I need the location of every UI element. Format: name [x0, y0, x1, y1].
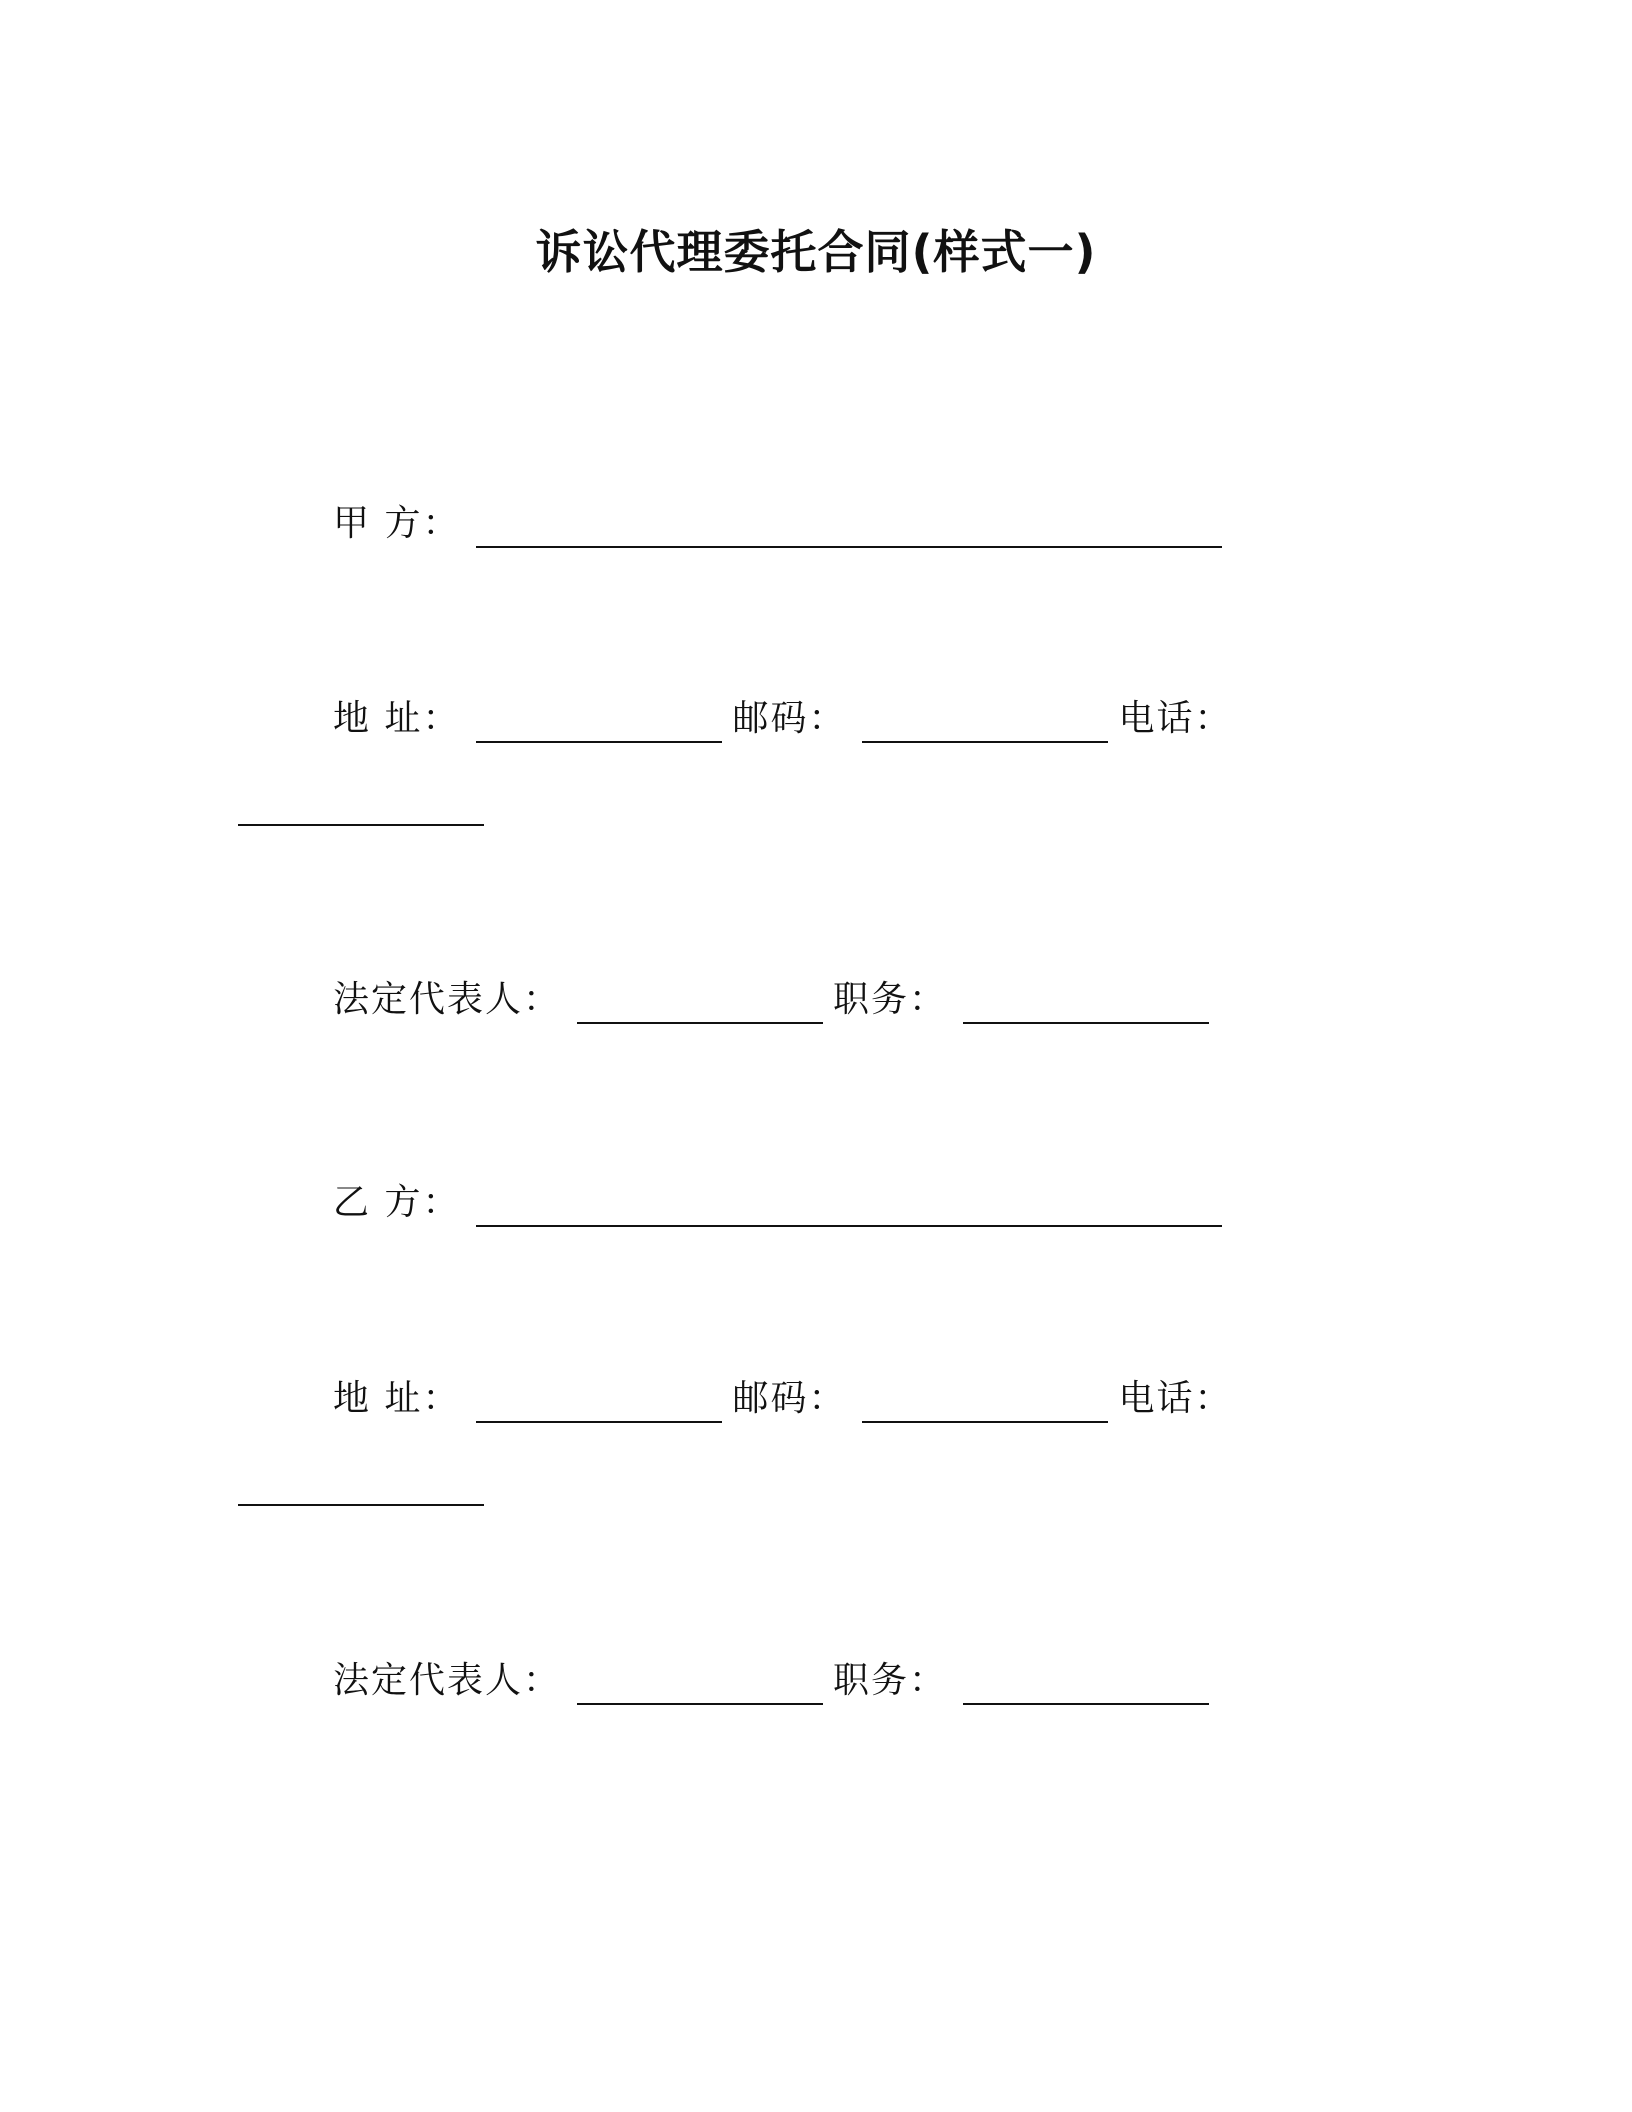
party-b-address-field[interactable] [476, 1387, 722, 1423]
party-a-postcode-field[interactable] [862, 707, 1108, 743]
party-a-position-field[interactable] [963, 988, 1209, 1024]
party-a-position-label: 职务： [833, 979, 948, 1020]
party-b-phone-line [238, 1470, 494, 1506]
party-b-postcode-field[interactable] [862, 1387, 1108, 1423]
party-b-address-label: 地 址： [333, 1378, 461, 1419]
party-b-line [333, 1179, 1232, 1227]
page-title: 诉讼代理委托合同(样式一) [535, 225, 1097, 279]
party-a-address-line [333, 695, 1232, 743]
party-a-postcode-label: 邮码： [732, 698, 847, 739]
party-a-legal-rep-field[interactable] [577, 988, 823, 1024]
party-a-legal-rep-label: 法定代表人： [333, 979, 562, 1020]
party-a-phone-label: 电话： [1118, 698, 1233, 739]
party-a-address-label: 地 址： [333, 698, 461, 739]
party-a-label: 甲 方： [333, 503, 461, 544]
party-b-phone-label: 电话： [1118, 1378, 1233, 1419]
party-b-rep-line [333, 1657, 1219, 1705]
party-b-address-line [333, 1375, 1232, 1423]
party-a-field[interactable] [476, 512, 1222, 548]
party-b-position-field[interactable] [963, 1669, 1209, 1705]
party-b-label: 乙 方： [333, 1182, 461, 1223]
party-b-field[interactable] [476, 1191, 1222, 1227]
party-a-phone-line [238, 790, 494, 826]
party-b-postcode-label: 邮码： [732, 1378, 847, 1419]
party-a-address-field[interactable] [476, 707, 722, 743]
party-a-line [333, 500, 1232, 548]
party-b-phone-field[interactable] [238, 1470, 484, 1506]
party-b-legal-rep-label: 法定代表人： [333, 1660, 562, 1701]
party-b-position-label: 职务： [833, 1660, 948, 1701]
party-a-phone-field[interactable] [238, 790, 484, 826]
party-a-rep-line [333, 976, 1219, 1024]
party-b-legal-rep-field[interactable] [577, 1669, 823, 1705]
